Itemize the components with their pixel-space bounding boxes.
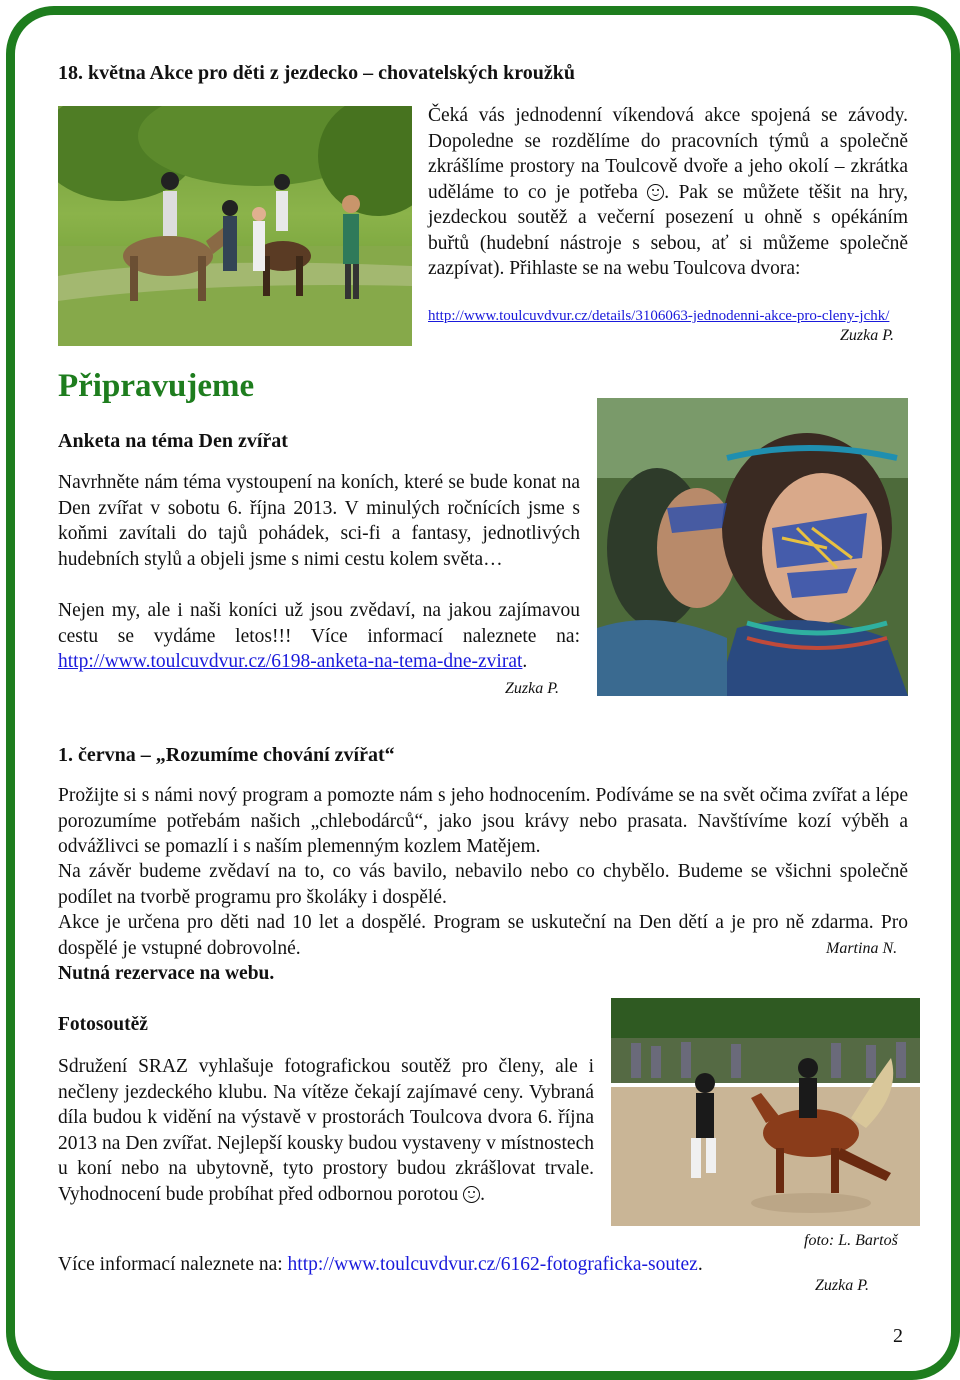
event-heading-may-18: 18. května Akce pro děti z jezdecko – chovatelských kroužků [58,62,576,84]
event1-description [428,103,908,282]
event1-text-a: Čeká vás jednodenní víkendová akce spojená se závody. Dopoledne se rozdělíme do pracovních týmů a společně zkrášlíme prostory na Toulcově dvoře a jeho okolí – zkrátka uděláme to co je potřeba [428,105,908,203]
photo-contest-signature: Zuzka P. [815,1277,869,1294]
survey-text-a: Navrhněte nám téma vystoupení na koních, které se bude konat na Den zvířat v sobotu 6. října 2013. V minulých ročnících jsme s koňmi zavítali do tajů pohádek, sci-fi a fantasy, jednotlivých hudebních stylů a objeli jsme s nimi cestu kolem světa… [58,472,580,570]
photo-contest-link[interactable]: http://www.toulcuvdvur.cz/6162-fotograficka-soutez [287,1254,698,1275]
smiley-face-icon [463,1186,480,1203]
photo-face-paint [597,398,908,696]
section-title: Připravujeme [58,368,255,404]
photo-contest-text-content: Sdružení SRAZ vyhlašuje fotografickou soutěž pro členy, ale i nečleny jezdeckého klubu. Na vítěze čekají zajímavé ceny. Vybraná díla budou k vidění na výstavě v prostorách Toulcova dvora 6. října 2013 na Den zvířat. Nejlepší kousky budou vystaveny v místnostech u koní nebo na ubytovně, tyto prostory budou zkrášlovat trvale. Vyhodnocení bude probíhat před odbornou porotou [58,1056,594,1205]
event2-reservation-note: Nutná rezervace na webu. [58,963,275,984]
smiley-face-icon [647,184,664,201]
photo-credit: foto: L. Bartoš [804,1232,898,1249]
event2-heading: 1. června – „Rozumíme chování zvířat“ [58,744,395,766]
photo-contest-more-info [58,1252,908,1278]
survey-link[interactable]: http://www.toulcuvdvur.cz/6198-anketa-na-tema-dne-zvirat [58,651,523,672]
event1-signature: Zuzka P. [840,327,894,344]
event2-text-c: Akce je určena pro děti nad 10 let a dospělé. Program se uskuteční na Den dětí a je pro ně zdarma. Pro dospělé je vstupné dobrovolné. [58,912,908,959]
event1-text-b: . Pak se můžete těšit na hry, jezdeckou soutěž a večerní posezení u ohně s opékáním buřtů (hudební nástroje s sebou, ať si můžeme společně zazpívat). Přihlaste se na webu Toulcova dvora: [428,181,908,279]
event2-text-a: Prožijte si s námi nový program a pomozte nám s jeho hodnocením. Podíváme se na svět očima zvířat a lépe porozumíme potřebám našich „chlebodárců“, jako jsou krávy nebo prasata. Navštívíme kozí výběh a odvážlivci se pomazlí i s naším plemenným kozlem Matějem. [58,785,908,857]
event1-link-block [428,306,908,326]
photo-contest-more-suffix: . [697,1254,703,1275]
photo-horse-show [611,998,920,1226]
survey-text-b-content: Nejen my, ale i naši koníci už jsou zvědaví, na jakou zajímavou cestu se vydáme letos!!! Více informací naleznete na: [58,600,580,647]
survey-heading: Anketa na téma Den zvířat [58,430,288,452]
survey-text-b [58,598,580,675]
photo-riding-kids [58,106,412,346]
event2-signature: Martina N. [826,940,898,957]
page-number: 2 [893,1325,903,1347]
photo-contest-text: Sdružení SRAZ vyhlašuje fotografickou soutěž pro členy, ale i nečleny jezdeckého klubu. Na vítěze čekají zajímavé ceny. Vybraná díla budou k vidění na výstavě v prostorách Toulcova dvora 6. října 2013 na Den zvířat. Nejlepší kousky budou vystaveny v místnostech u koní nebo na ubytovně, tyto prostory budou zkrášlovat trvale. Vyhodnocení bude probíhat před odbornou porotou . [58,1056,594,1205]
face-paint-illustration [597,398,908,696]
event1-registration-link[interactable]: http://www.toulcuvdvur.cz/details/3106063-jednodenni-akce-pro-cleny-jchk/ [428,308,890,324]
horse-show-illustration [611,998,920,1226]
survey-signature: Zuzka P. [505,680,559,697]
photo-contest-heading: Fotosoutěž [58,1014,148,1035]
event2-text-b: Na závěr budeme zvědaví na to, co vás bavilo, nebavilo nebo co chybělo. Budeme se všichni společně podílet na tvorbě programu pro školáky i dospělé. [58,861,908,908]
survey-link-suffix: . [522,651,528,672]
riding-kids-illustration [58,106,412,346]
photo-contest-more-prefix: Více informací naleznete na: [58,1254,283,1275]
